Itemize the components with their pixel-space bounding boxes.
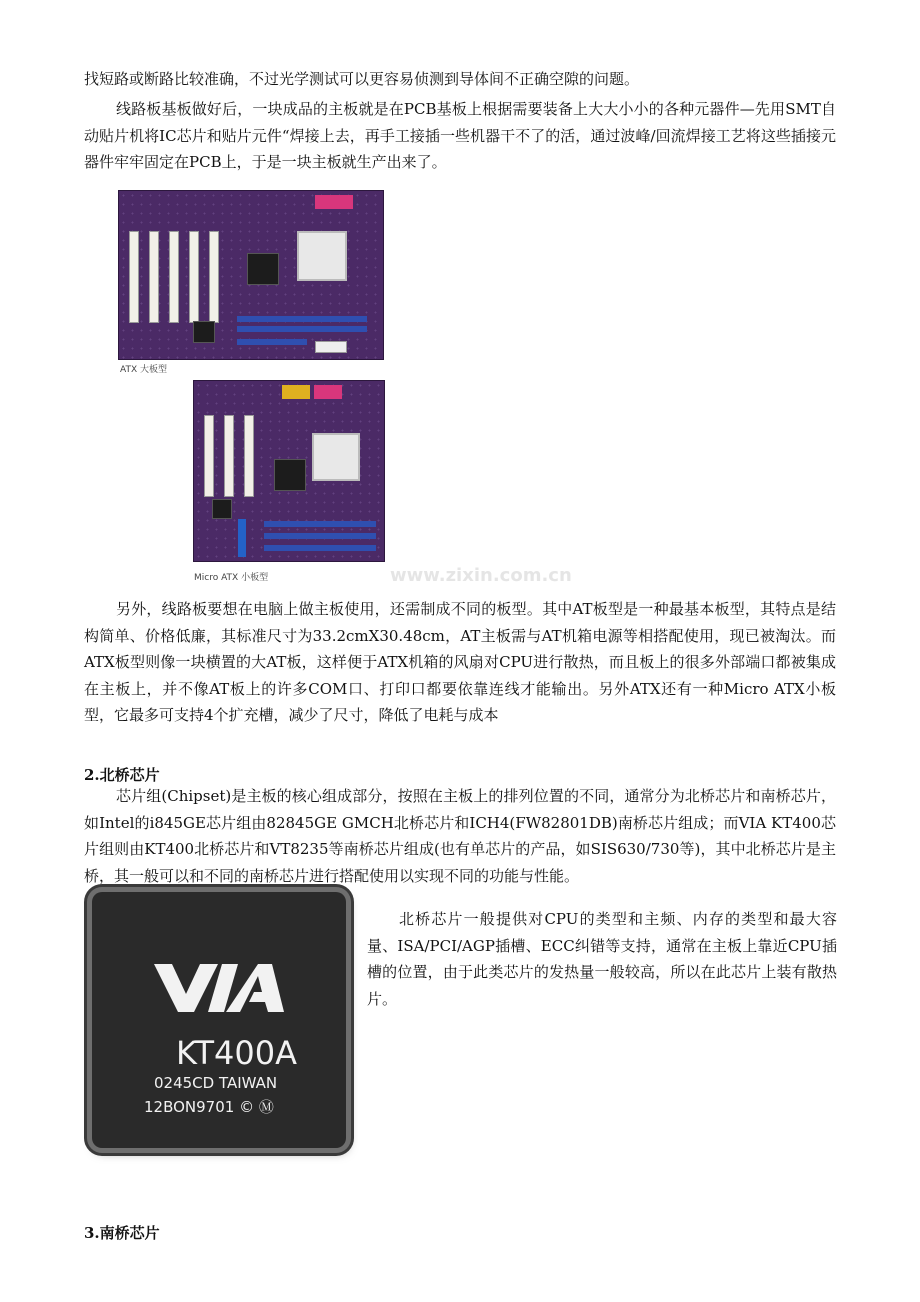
atx-board-image bbox=[118, 190, 384, 360]
chip-model: KT400A bbox=[176, 1034, 298, 1072]
via-logo-icon bbox=[154, 964, 284, 1014]
paragraph-4: 芯片组(Chipset)是主板的核心组成部分，按照在主板上的排列位置的不同，通常分为北桥芯片和南桥芯片，如Intel的i845GE芯片组由82845GE GMCH北桥芯片和ICH4(FW82801DB)南桥芯片组成；而VIA KT400芯片组则由KT400北桥芯片和VT8235等南桥芯片组成(也有单芯片的产品，如SIS630/730等)，其中北桥芯片是主桥，其一般可以和不同的南桥芯片进行搭配使用以实现不同的功能与性能。 bbox=[84, 787, 836, 885]
section-heading-northbridge: 2.北桥芯片 bbox=[84, 766, 160, 784]
paragraph-3: 另外，线路板要想在电脑上做主板使用，还需制成不同的板型。其中AT板型是一种最基本板型，其特点是结构简单、价格低廉，其标准尺寸为33.2cmX30.48cm，AT主板需与AT机箱电源等相搭配使用，现已被淘汰。而ATX板型则像一块横置的大AT板，这样便于ATX机箱的风扇对CPU进行散热，而且板上的很多外部端口都被集成在主板上，并不像AT板上的许多COM口、打印口都要依靠连线才能输出。另外ATX还有一种Micro ATX小板型，它最多可支持4个扩充槽，减少了尺寸，降低了电耗与成本 bbox=[84, 600, 836, 724]
watermark: www.zixin.com.cn bbox=[390, 565, 572, 586]
paragraph-2: 线路板基板做好后，一块成品的主板就是在PCB基板上根据需要装备上大大小小的各种元器件—先用SMT自动贴片机将IC芯片和贴片元件“焊接上去，再手工接插一些机器干不了的活，通过波峰/回流焊接工艺将这些插接元器件牢牢固定在PCB上，于是一块主板就生产出来了。 bbox=[84, 100, 836, 171]
paragraph-1: 找短路或断路比较准确，不过光学测试可以更容易侦测到导体间不正确空隙的问题。 bbox=[84, 70, 640, 88]
atx-caption: ATX 大板型 bbox=[120, 365, 167, 375]
section-heading-southbridge: 3.南桥芯片 bbox=[84, 1224, 160, 1242]
micro-atx-caption: Micro ATX 小板型 bbox=[194, 573, 269, 583]
via-kt400a-chip-image bbox=[84, 884, 354, 1156]
chip-line-3: 12BON9701 © Ⓜ bbox=[144, 1098, 274, 1116]
paragraph-5: 北桥芯片一般提供对CPU的类型和主频、内存的类型和最大容量、ISA/PCI/AGP插槽、ECC纠错等支持，通常在主板上靠近CPU插槽的位置，由于此类芯片的发热量一般较高，所以在此芯片上装有散热片。 bbox=[367, 910, 837, 1008]
micro-atx-board-image bbox=[193, 380, 385, 562]
chip-line-2: 0245CD TAIWAN bbox=[154, 1074, 278, 1092]
